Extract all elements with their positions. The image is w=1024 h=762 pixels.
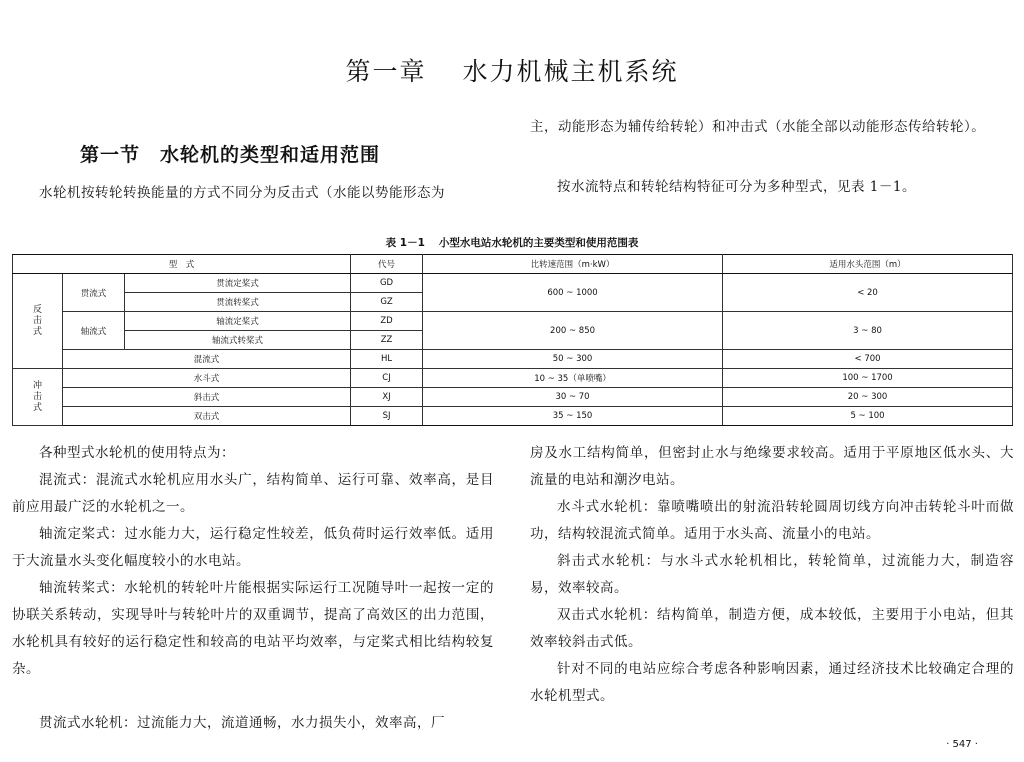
row-head: < 700	[723, 350, 1013, 369]
row-name: 斜击式	[63, 388, 351, 407]
header-type: 型 式	[13, 255, 351, 274]
section-name: 水轮机的类型和适用范围	[160, 144, 381, 166]
subgroup-tubular: 贯流式	[63, 274, 125, 312]
table-row	[13, 369, 1013, 388]
row-code: HL	[351, 350, 423, 369]
row-name: 贯流定桨式	[125, 274, 351, 293]
row-code: XJ	[351, 388, 423, 407]
row-code: CJ	[351, 369, 423, 388]
body-paragraph: 轴流转桨式：水轮机的转轮叶片能根据实际运行工况随导叶一起按一定的协联关系转动，实现导叶与转轮叶片的双重调节，提高了高效区的出力范围，水轮机具有较好的运行稳定性和较高的电站平均效率，与定桨式相比结构较复杂。	[12, 580, 494, 677]
subgroup-axial: 轴流式	[63, 312, 125, 350]
row-code: ZZ	[351, 331, 423, 350]
header-head: 适用水头范围（m）	[723, 255, 1013, 274]
row-head: 20 ~ 300	[723, 388, 1013, 407]
table-header-row	[13, 255, 1013, 274]
table-label: 表 1－1	[385, 237, 425, 249]
intro-right-paragraph-2: 按水流特点和转轮结构特征可分为多种型式，见表 1－1。	[557, 179, 916, 195]
body-paragraph: 房及水工结构简单，但密封止水与绝缘要求较高。适用于平原地区低水头、大流量的电站和潮汐电站。	[530, 445, 1014, 488]
row-code: SJ	[351, 407, 423, 426]
header-speed: 比转速范围（m·kW）	[423, 255, 723, 274]
group-reaction: 反 击 式	[13, 274, 63, 369]
tubular-speed: 600 ~ 1000	[423, 274, 723, 312]
body-paragraph: 贯流式水轮机：过流能力大，流道通畅，水力损失小，效率高，厂	[39, 715, 445, 731]
section-title	[80, 140, 380, 167]
row-name: 混流式	[63, 350, 351, 369]
body-paragraph: 水斗式水轮机：靠喷嘴喷出的射流沿转轮圆周切线方向冲击转轮斗叶而做功，结构较混流式简单。适用于水头高、流量小的电站。	[530, 499, 1014, 542]
row-name: 双击式	[63, 407, 351, 426]
chapter-number: 第一章	[345, 57, 427, 86]
tubular-head: < 20	[723, 274, 1013, 312]
axial-speed: 200 ~ 850	[423, 312, 723, 350]
chapter-title	[0, 52, 1024, 88]
table-row	[13, 274, 1013, 293]
group-impulse: 冲 击 式	[13, 369, 63, 426]
row-name: 水斗式	[63, 369, 351, 388]
axial-head: 3 ~ 80	[723, 312, 1013, 350]
row-code: ZD	[351, 312, 423, 331]
row-speed: 35 ~ 150	[423, 407, 723, 426]
row-name: 轴流定桨式	[125, 312, 351, 331]
chapter-name: 水力机械主机系统	[462, 57, 679, 86]
row-code: GZ	[351, 293, 423, 312]
body-paragraph: 混流式：混流式水轮机应用水头广，结构简单、运行可靠、效率高，是目前应用最广泛的水轮机之一。	[12, 472, 494, 515]
table-row	[13, 388, 1013, 407]
table-caption	[0, 235, 1024, 250]
body-paragraph: 各种型式水轮机的使用特点为：	[39, 445, 235, 461]
row-speed: 10 ~ 35（单喷嘴）	[423, 369, 723, 388]
table-title: 小型水电站水轮机的主要类型和使用范围表	[438, 237, 639, 249]
row-code: GD	[351, 274, 423, 293]
body-paragraph: 针对不同的电站应综合考虑各种影响因素，通过经济技术比较确定合理的水轮机型式。	[530, 661, 1014, 704]
header-code: 代号	[351, 255, 423, 274]
row-name: 贯流转桨式	[125, 293, 351, 312]
body-paragraph: 斜击式水轮机：与水斗式水轮机相比，转轮简单，过流能力大，制造容易，效率较高。	[530, 553, 1014, 596]
row-head: 100 ~ 1700	[723, 369, 1013, 388]
row-head: 5 ~ 100	[723, 407, 1013, 426]
row-speed: 50 ~ 300	[423, 350, 723, 369]
section-number: 第一节	[80, 144, 141, 166]
page-number: · 547 ·	[946, 739, 978, 750]
table-row	[13, 407, 1013, 426]
intro-right-paragraph: 主，动能形态为辅传给转轮）和冲击式（水能全部以动能形态传给转轮）。	[530, 119, 986, 135]
body-paragraph: 轴流定桨式：过水能力大，运行稳定性较差，低负荷时运行效率低。适用于大流量水头变化幅度较小的水电站。	[12, 526, 494, 569]
intro-left-paragraph: 水轮机按转轮转换能量的方式不同分为反击式（水能以势能形态为	[39, 185, 445, 201]
row-speed: 30 ~ 70	[423, 388, 723, 407]
body-paragraph: 双击式水轮机：结构简单，制造方便，成本较低，主要用于小电站，但其效率较斜击式低。	[530, 607, 1014, 650]
table-row	[13, 312, 1013, 331]
row-name: 轴流式转桨式	[125, 331, 351, 350]
table-row	[13, 350, 1013, 369]
turbine-type-table	[12, 254, 1013, 426]
